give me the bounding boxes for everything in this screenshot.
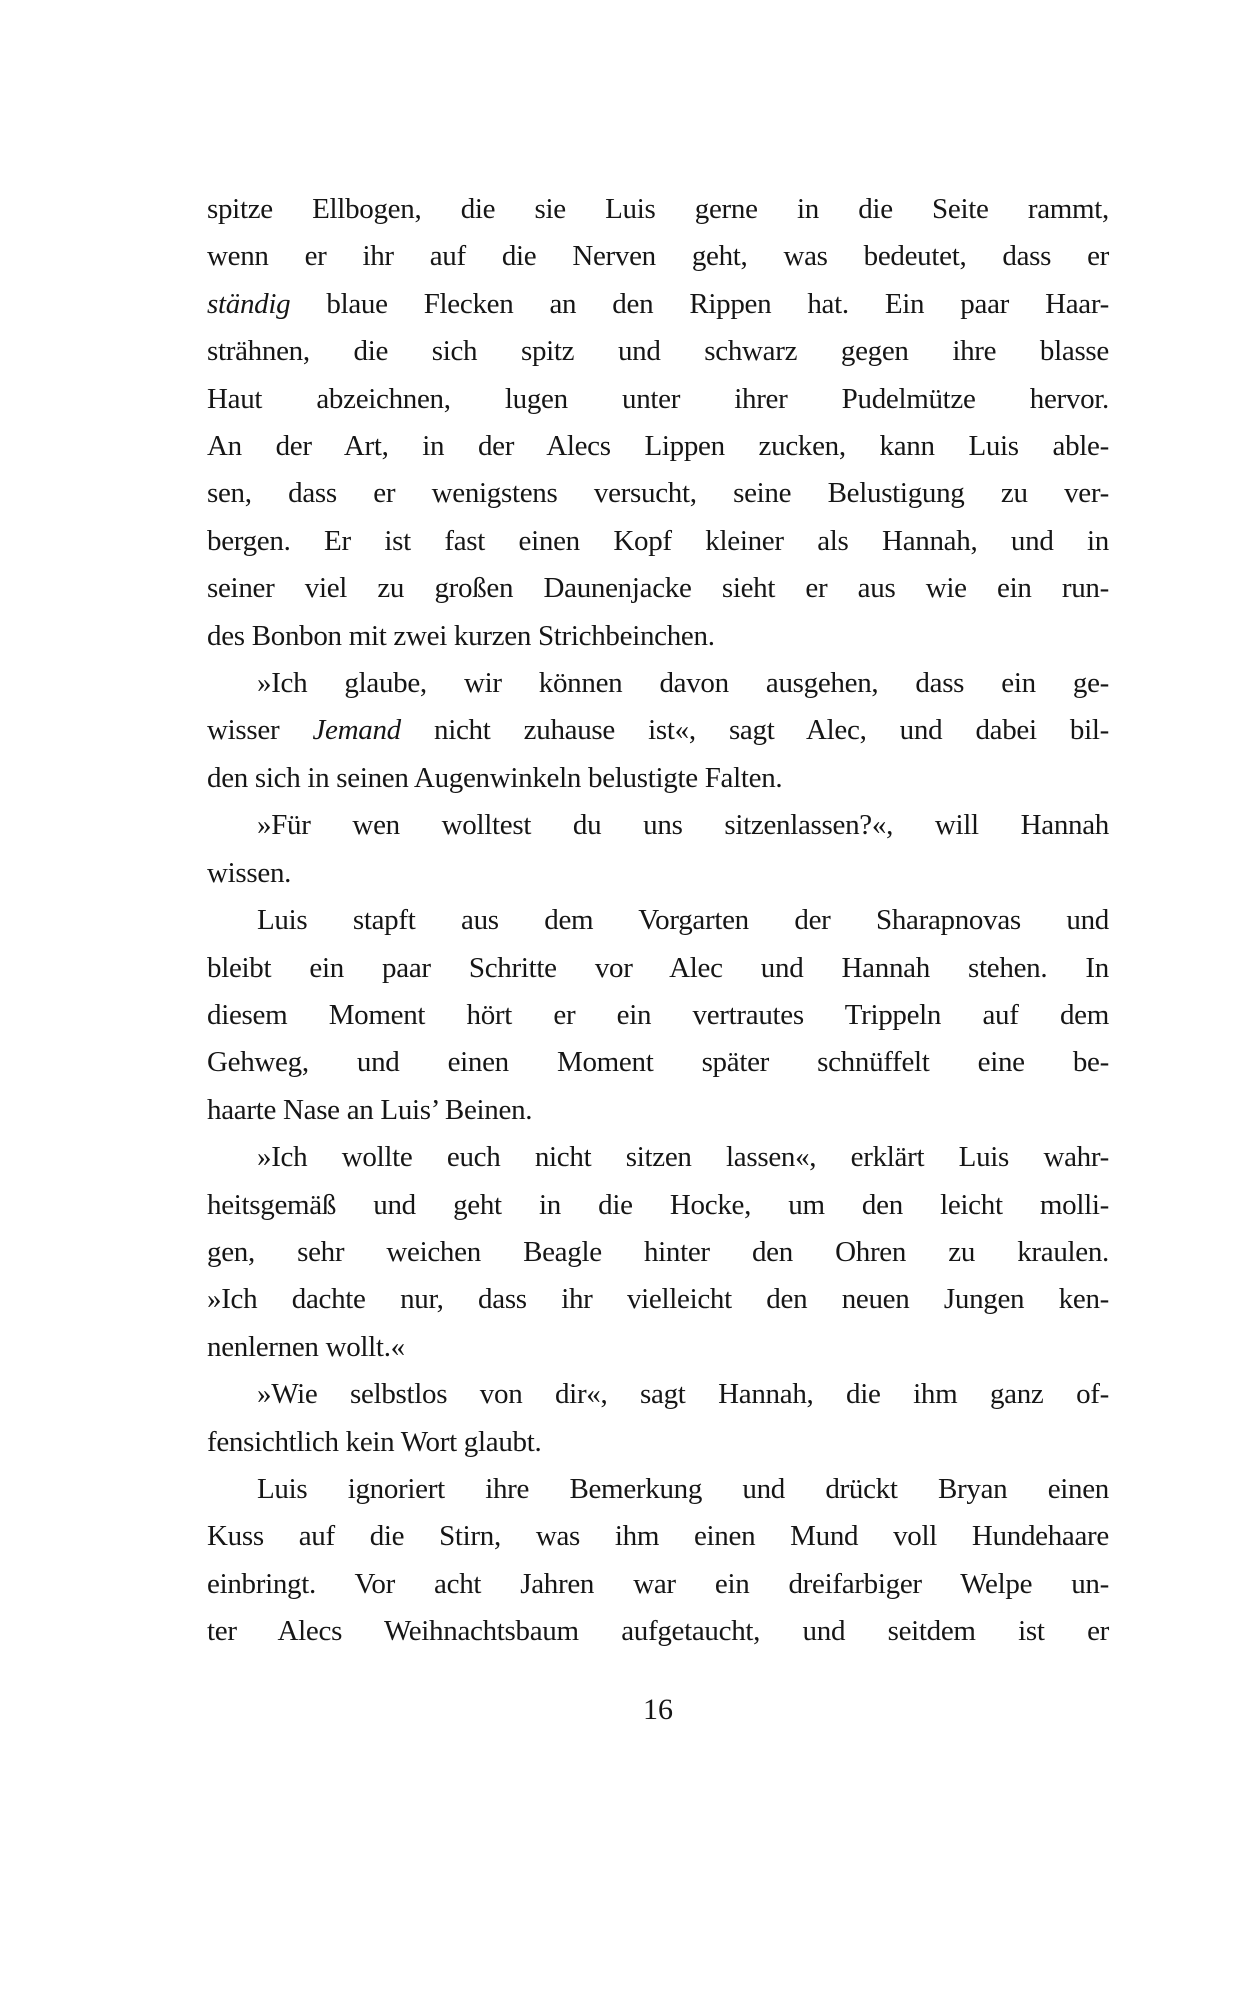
page-number: 16 (643, 1693, 673, 1726)
text-line: seiner viel zu großen Daunenjacke sieht er aus wie ein run- (207, 572, 1109, 605)
paragraph (207, 186, 1109, 660)
text-line: »Ich glaube, wir können davon ausgehen, dass ein ge- (257, 667, 1109, 700)
text-line: sen, dass er wenigstens versucht, seine Belustigung zu ver- (207, 477, 1109, 510)
text-line: »Wie selbstlos von dir«, sagt Hannah, die ihm ganz of- (257, 1378, 1109, 1411)
text-line: bleibt ein paar Schritte vor Alec und Hannah stehen. In (207, 951, 1109, 984)
text-line: diesem Moment hört er ein vertrautes Trippeln auf dem (207, 998, 1109, 1031)
text-line: bergen. Er ist fast einen Kopf kleiner als Hannah, und in (207, 524, 1109, 557)
text-line: spitze Ellbogen, die sie Luis gerne in die Seite rammt, (207, 193, 1109, 225)
text-line: Gehweg, und einen Moment später schnüffelt eine be- (207, 1046, 1109, 1079)
text-line: ter Alecs Weihnachtsbaum aufgetaucht, und seitdem ist er (207, 1615, 1109, 1648)
text-line: »Ich wollte euch nicht sitzen lassen«, erklärt Luis wahr- (257, 1141, 1109, 1174)
text-line: Kuss auf die Stirn, was ihm einen Mund voll Hundehaare (207, 1520, 1109, 1553)
text-line: fensichtlich kein Wort glaubt. (207, 1425, 542, 1458)
text-line: wenn er ihr auf die Nerven geht, was bedeutet, dass er (207, 240, 1109, 273)
text-line: Luis ignoriert ihre Bemerkung und drückt Bryan einen (257, 1472, 1109, 1505)
paragraph (207, 897, 1109, 1134)
page-text (207, 186, 1109, 1656)
text-line: wisser Jemand nicht zuhause ist«, sagt Alec, und dabei bil- (207, 714, 1109, 747)
text-line: des Bonbon mit zwei kurzen Strichbeinchen. (207, 619, 715, 652)
text-line: An der Art, in der Alecs Lippen zucken, kann Luis able- (207, 430, 1109, 463)
text-line: heitsgemäß und geht in die Hocke, um den leicht molli- (207, 1188, 1109, 1221)
text-line: »Ich dachte nur, dass ihr vielleicht den neuen Jungen ken- (207, 1283, 1109, 1316)
text-line: nenlernen wollt.« (207, 1330, 405, 1363)
text-line: Luis stapft aus dem Vorgarten der Sharapnovas und (257, 904, 1109, 937)
text-line: ständig blaue Flecken an den Rippen hat. Ein paar Haar- (207, 287, 1109, 320)
paragraph (207, 802, 1109, 897)
paragraph (207, 1371, 1109, 1466)
text-line: strähnen, die sich spitz und schwarz gegen ihre blasse (207, 335, 1109, 368)
text-line: wissen. (207, 856, 292, 889)
text-line: den sich in seinen Augenwinkeln belustigte Falten. (207, 761, 783, 794)
paragraph (207, 1466, 1109, 1656)
text-line: Haut abzeichnen, lugen unter ihrer Pudelmütze hervor. (207, 382, 1109, 415)
text-line: haarte Nase an Luis’ Beinen. (207, 1093, 533, 1126)
paragraph (207, 1134, 1109, 1371)
text-line: gen, sehr weichen Beagle hinter den Ohren zu kraulen. (207, 1235, 1109, 1268)
text-line: »Für wen wolltest du uns sitzenlassen?«, will Hannah (257, 809, 1109, 842)
paragraph (207, 660, 1109, 802)
text-line: einbringt. Vor acht Jahren war ein dreifarbiger Welpe un- (207, 1567, 1109, 1600)
